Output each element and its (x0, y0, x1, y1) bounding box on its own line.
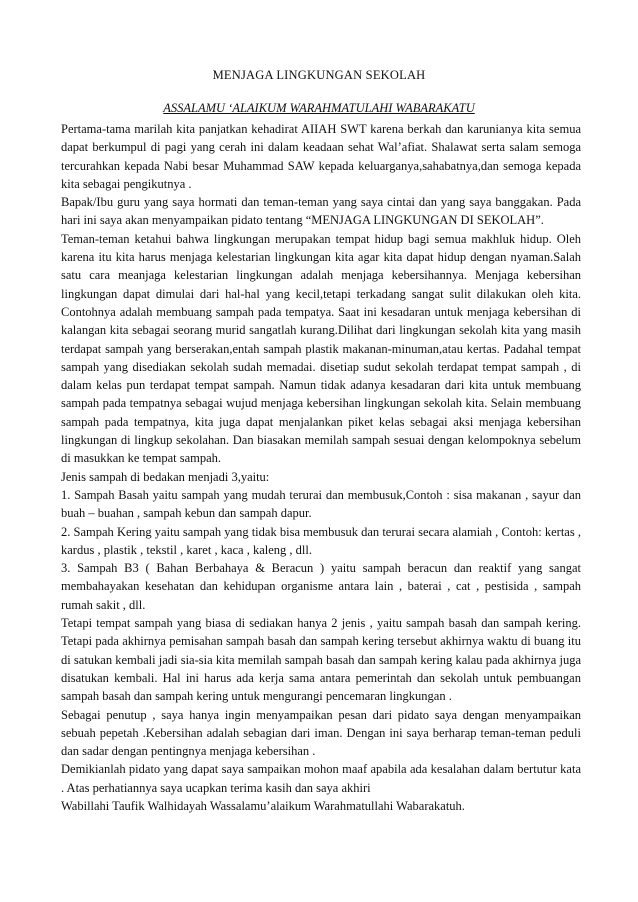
list-item-wet-waste: 1. Sampah Basah yaitu sampah yang mudah terurai dan membusuk,Contoh : sisa makanan , sayur dan buah – buahan , sampah kebun dan sampah dapur. (61, 487, 581, 521)
paragraph-apology: Demikianlah pidato yang dapat saya sampaikan mohon maaf apabila ada kesalahan dalam bertutur kata . Atas perhatiannya saya ucapkan terima kasih dan saya akhiri (61, 762, 581, 795)
paragraph-bins: Tetapi tempat sampah yang biasa di sediakan hanya 2 jenis , yaitu sampah basah dan sampah kering. Tetapi pada akhirnya pemisahan sampah basah dan sampah kering tersebut akhirnya waktu di buang itu di satukan kembali jadi sia-sia kita memilah sampah basah dan sampah kering kalau pada akhirnya juga disatukan kembali. Hal ini harus ada kerja sama antara pemerintah dan sekolah untuk pembuangan sampah basah dan sampah kering untuk mengurangi pencemaran lingkungan . (61, 616, 581, 704)
paragraph-closing: Sebagai penutup , saya hanya ingin menyampaikan pesan dari pidato saya dengan menyampaikan sebuah pepetah .Kebersihan adalah sebagian dari iman. Dengan ini saya berharap teman-teman peduli dan sadar dengan pentingnya menjaga kebersihan . (61, 707, 581, 759)
list-item-dry-waste: 2. Sampah Kering yaitu sampah yang tidak bisa membusuk dan terurai secara alamiah , Contoh: kertas , kardus , plastik , tekstil , karet , kaca , kaleng , dll. (61, 524, 581, 557)
document-body (61, 120, 581, 815)
paragraph-types-intro: Jenis sampah di bedakan menjadi 3,yaitu: (61, 469, 270, 484)
list-item-b3-waste: 3. Sampah B3 ( Bahan Berbahaya & Beracun ) yaitu sampah beracun dan reaktif yang sangat membahayakan kesehatan dan kehidupan organisme antara lain , baterai , cat , pestisida , sampah rumah sakit , dll. (61, 561, 581, 612)
opening-greeting: ASSALAMU ‘ALAIKUM WARAHMATULAHI WABARAKATU (163, 101, 475, 115)
paragraph-opening: Pertama-tama marilah kita panjatkan kehadirat AIIAH SWT karena berkah dan karunianya kita semua dapat berkumpul di pagi yang cerah ini dalam keadaan sehat Wal’afiat. Shalawat serta salam semoga tercurahkan kepada Nabi besar Muhammad SAW kepada keluarganya,sahabatnya,dan semoga kepada kita sebagai pengikutnya . (61, 122, 581, 191)
paragraph-final-salam: Wabillahi Taufik Walhidayah Wassalamu’alaikum Warahmatullahi Wabarakatuh. (61, 798, 465, 813)
paragraph-main: Teman-teman ketahui bahwa lingkungan merupakan tempat hidup bagi semua makhluk hidup. Oleh karena itu kita harus menjaga kelestarian lingkungan kita agar kita dapat hidup dengan nyaman.Salah satu cara meanjaga kelestarian lingkungan adalah menjaga kebersihannya. Menjaga kebersihan lingkungan dapat dimulai dari hal-hal yang kecil,tetapi terkadang sangat sulit dilakukan oleh kita. Contohnya adalah membuang sampah pada tempatya. Saat ini kesadaran untuk menjaga kebersihan di kalangan kita sebagai seorang murid sangatlah kurang.Dilihat dari lingkungan sekolah kita yang masih terdapat sampah yang berserakan,entah sampah plastik makanan-minuman,atau kertas. Padahal tempat sampah yang disediakan sekolah sudah memadai. disetiap sudut sekolah terdapat tempat sampah , di dalam kelas pun terdapat tempat sampah. Namun tidak adanya kesadaran dari kita untuk membuang sampah pada tempatnya sebagai wujud menjaga kebersihan lingkungan sekolah kita. Selain membuang sampah pada tempatnya, kita juga dapat menjalankan piket kelas sebagai aksi menjaga kebersihan lingkungan di lingkup sekolahan. Dan biasakan memilah sampah sesuai dengan kelompoknya sebelum di masukkan ke tempat sampah. (61, 231, 581, 466)
paragraph-address: Bapak/Ibu guru yang saya hormati dan teman-teman yang saya cintai dan yang saya banggakan. Pada hari ini saya akan menyampaikan pidato tentang “MENJAGA LINGKUNGAN DI SEKOLAH”. (61, 195, 581, 228)
document-title: MENJAGA LINGKUNGAN SEKOLAH (212, 68, 426, 82)
